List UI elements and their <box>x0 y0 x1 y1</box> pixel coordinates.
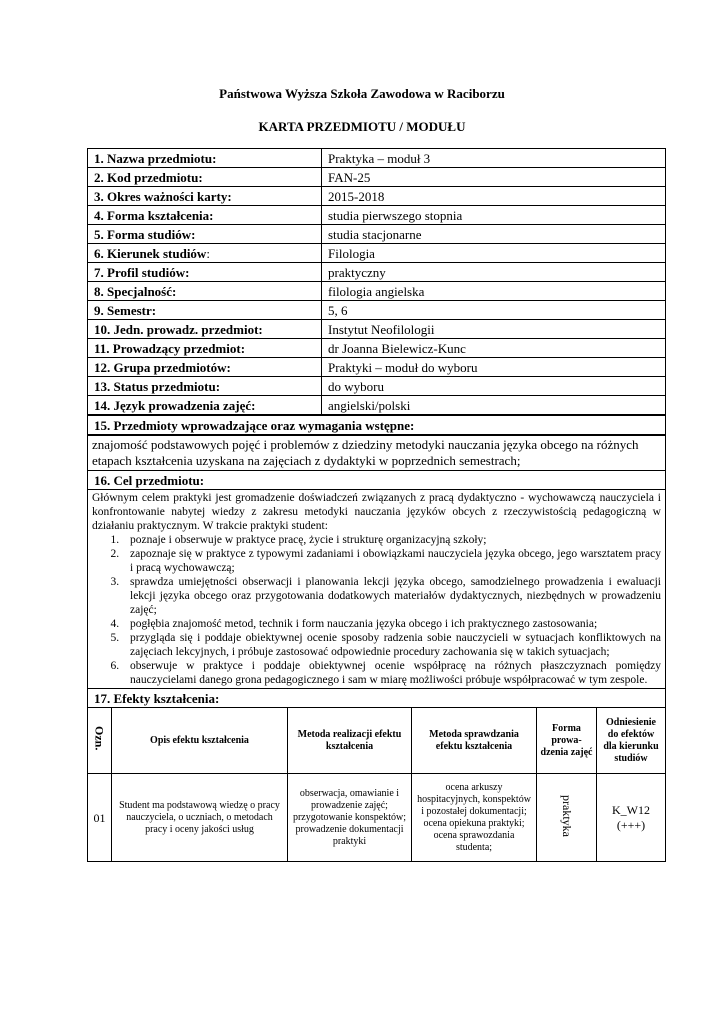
info-row <box>88 301 666 320</box>
info-row <box>88 244 666 263</box>
info-row <box>88 282 666 301</box>
effect-reference: K_W12 (+++) <box>597 774 666 862</box>
info-value: Instytut Neofilologii <box>322 320 666 339</box>
goal-item: 1. poznaje i obserwuje w praktyce pracę, życie i strukturę organizacyjną szkoły; <box>122 533 661 547</box>
effect-row <box>88 774 666 862</box>
effect-form: praktyka <box>537 774 597 862</box>
info-value: angielski/polski <box>322 396 666 416</box>
info-label: 9. Semestr: <box>88 301 322 320</box>
info-value: studia pierwszego stopnia <box>322 206 666 225</box>
info-label: 2. Kod przedmiotu: <box>88 168 322 187</box>
info-value: Praktyki – moduł do wyboru <box>322 358 666 377</box>
prereq-heading: 15. Przedmioty wprowadzające oraz wymagania wstępne: <box>88 415 666 435</box>
info-label: 7. Profil studiów: <box>88 263 322 282</box>
info-label: 6. Kierunek studiów: <box>88 244 322 263</box>
card-title: KARTA PRZEDMIOTU / MODUŁU <box>258 119 466 134</box>
prereq-text: znajomość podstawowych pojęć i problemów z dziedziny metodyki nauczania języka obcego na różnych etapach kształcenia uzyskana na zajęciach z dydaktyki w poprzednich semestrach; <box>88 435 666 471</box>
info-value: dr Joanna Bielewicz-Kunc <box>322 339 666 358</box>
col-ozn: Ozn. <box>88 708 112 774</box>
effects-table <box>87 707 666 862</box>
info-label: 4. Forma kształcenia: <box>88 206 322 225</box>
info-value: 5, 6 <box>322 301 666 320</box>
info-row <box>88 396 666 416</box>
effect-id: 01 <box>88 774 112 862</box>
goal-item: 4. pogłębia znajomość metod, technik i form nauczania języka obcego i ich praktycznego zastosowania; <box>122 617 661 631</box>
info-row <box>88 187 666 206</box>
info-value: Filologia <box>322 244 666 263</box>
goal-item: 3. sprawdza umiejętności obserwacji i planowania lekcji języka obcego, samodzielnego prowadzenia i ewaluacji lekcji języka obcego oraz przygotowania dodatkowych materiałów dydaktycznych, niezbędnych w prowadzeniu zajęć; <box>122 575 661 617</box>
info-label: 3. Okres ważności karty: <box>88 187 322 206</box>
info-label: 10. Jedn. prowadz. przedmiot: <box>88 320 322 339</box>
col-desc: Opis efektu kształcenia <box>112 708 288 774</box>
goal-intro: Głównym celem praktyki jest gromadzenie doświadczeń związanych z pracą dydaktyczno - wychowawczą nauczyciela i konfrontowanie nabytej wiedzy z zakresu metodyki nauczania języków obcych z rzeczywistością pedagogiczną w działaniu praktycznym. W trakcie praktyki student: <box>92 492 661 532</box>
goal-heading: 16. Cel przedmiotu: <box>88 471 666 490</box>
info-label: 13. Status przedmiotu: <box>88 377 322 396</box>
info-row <box>88 320 666 339</box>
info-value: Praktyka – moduł 3 <box>322 149 666 168</box>
col-form: Forma prowa-dzenia zajęć <box>537 708 597 774</box>
info-row <box>88 168 666 187</box>
info-row <box>88 358 666 377</box>
info-label: 11. Prowadzący przedmiot: <box>88 339 322 358</box>
effect-description: Student ma podstawową wiedzę o pracy nauczyciela, o uczniach, o metodach pracy i oceny jakości usług <box>112 774 288 862</box>
goal-item: 5. przygląda się i poddaje obiektywnej ocenie sposoby radzenia sobie nauczycieli w sytuacjach konfliktowych na zajęciach lekcyjnych, i próbuje zastosować odpowiednie procedury zachowania się w takich sytuacjach; <box>122 631 661 659</box>
info-value: FAN-25 <box>322 168 666 187</box>
goal-item: 6. obserwuje w praktyce i poddaje obiektywnej ocenie współpracę na różnych płaszczyznach pomiędzy nauczycielami danego grona pedagogicznego i sam w miarę możliwości próbuje współpracować w tym zespole. <box>122 659 661 687</box>
effect-check-method: ocena arkuszy hospitacyjnych, konspektów i pozostałej dokumentacji; ocena opiekuna praktyki; ocena sprawozdania studenta; <box>412 774 537 862</box>
info-row <box>88 263 666 282</box>
info-value: studia stacjonarne <box>322 225 666 244</box>
info-value: do wyboru <box>322 377 666 396</box>
info-label: 12. Grupa przedmiotów: <box>88 358 322 377</box>
info-row <box>88 339 666 358</box>
col-check: Metoda sprawdzania efektu kształcenia <box>412 708 537 774</box>
col-ref: Odniesienie do efektów dla kierunku studiów <box>597 708 666 774</box>
info-value: 2015-2018 <box>322 187 666 206</box>
goal-item: 2. zapoznaje się w praktyce z typowymi zadaniami i obowiązkami nauczyciela języka obcego, jego warsztatem pracy i pracą wychowawczą; <box>122 547 661 575</box>
effects-heading: 17. Efekty kształcenia: <box>88 689 666 708</box>
col-method: Metoda realizacji efektu kształcenia <box>288 708 412 774</box>
info-label: 8. Specjalność: <box>88 282 322 301</box>
info-label: 1. Nazwa przedmiotu: <box>88 149 322 168</box>
institution-name: Państwowa Wyższa Szkoła Zawodowa w Raciborzu <box>219 86 505 101</box>
goal-section <box>88 490 666 689</box>
info-value: praktyczny <box>322 263 666 282</box>
info-row <box>88 377 666 396</box>
info-label: 14. Język prowadzenia zajęć: <box>88 396 322 416</box>
info-row <box>88 225 666 244</box>
info-row <box>88 206 666 225</box>
info-label: 5. Forma studiów: <box>88 225 322 244</box>
info-value: filologia angielska <box>322 282 666 301</box>
info-row <box>88 149 666 168</box>
goal-list <box>92 533 661 687</box>
effect-method: obserwacja, omawianie i prowadzenie zajęć; przygotowanie konspektów; prowadzenie dokumentacji praktyki <box>288 774 412 862</box>
course-info-table <box>87 148 666 708</box>
